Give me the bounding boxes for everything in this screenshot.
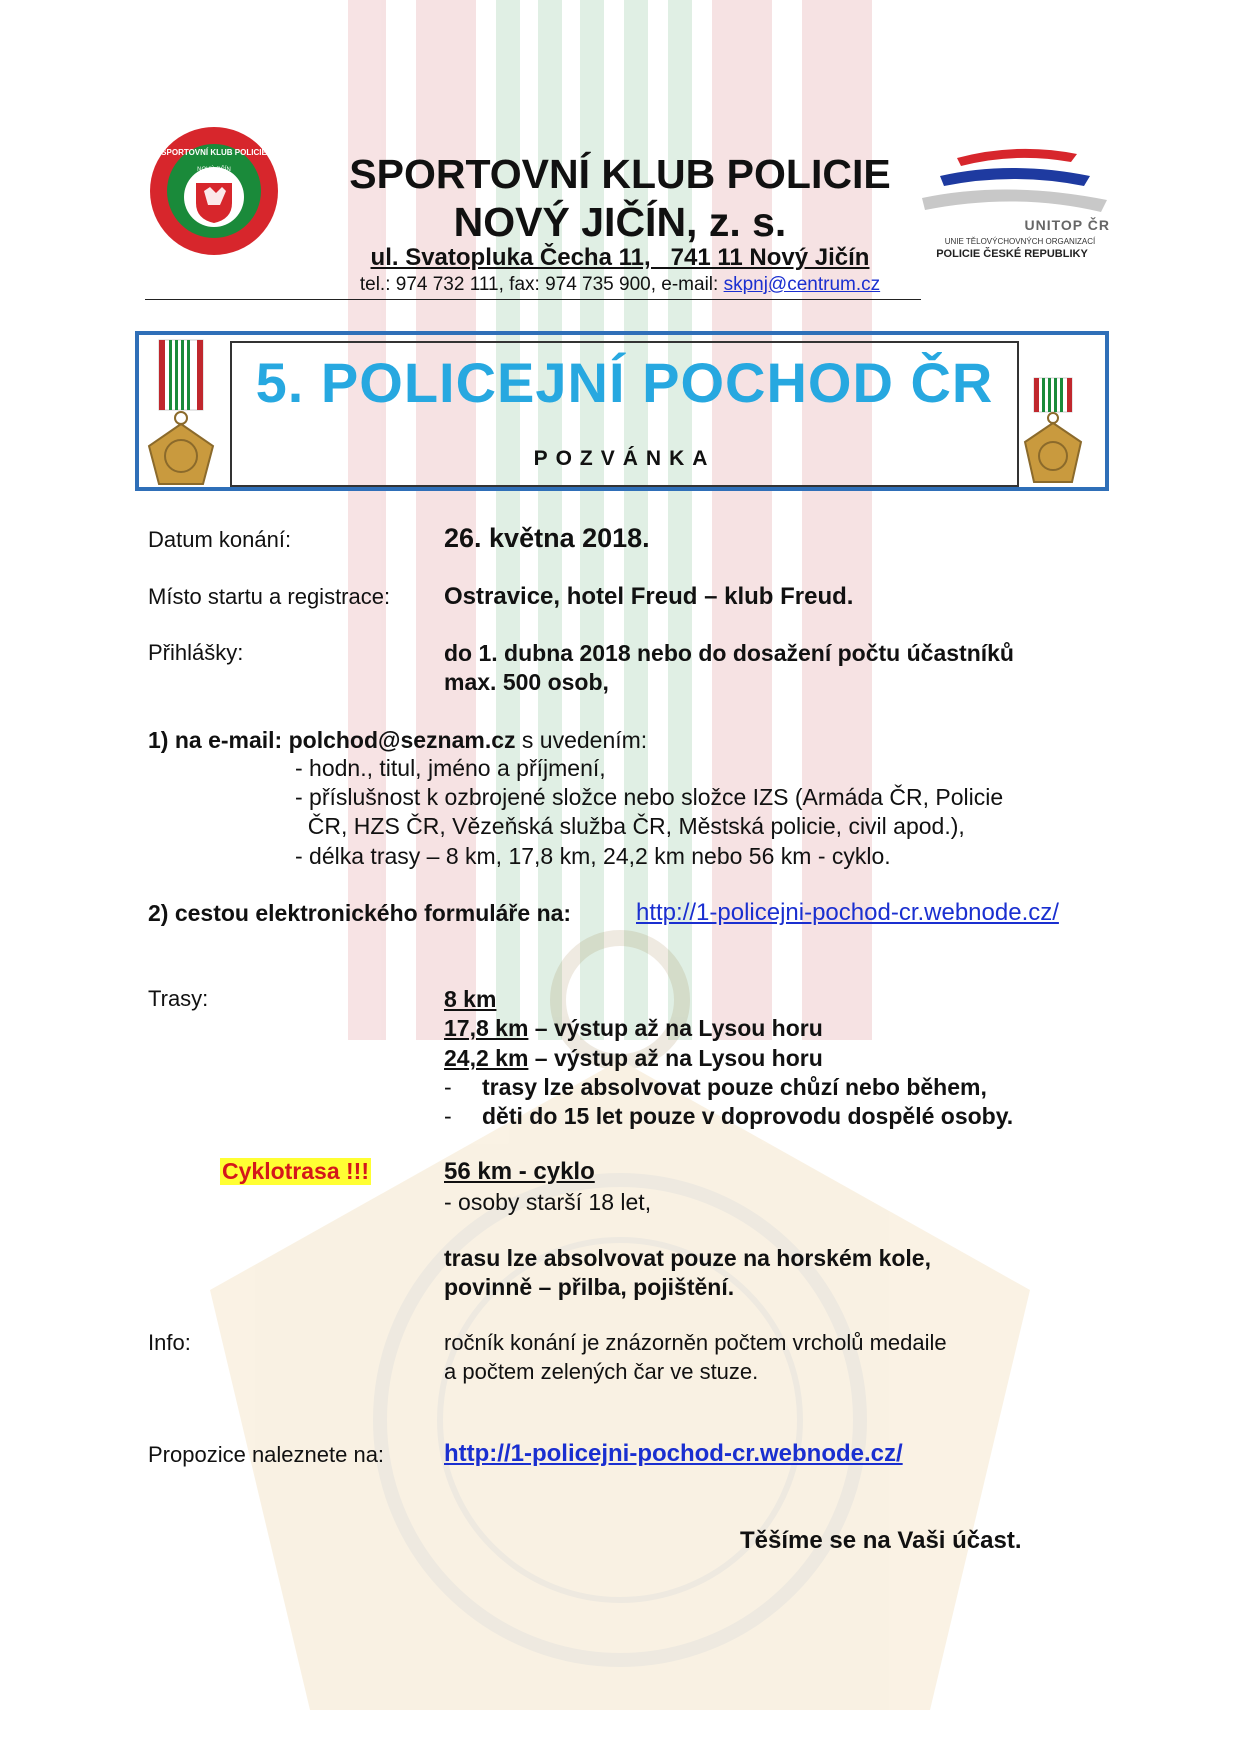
route-24km (444, 1045, 823, 1072)
closing-text: Těšíme se na Vaši účast. (740, 1527, 1022, 1554)
route-note-dash: - (444, 1103, 452, 1129)
club-emblem-ring-text: SPORTOVNÍ KLUB POLICIE (161, 148, 267, 157)
club-title-line1: SPORTOVNÍ KLUB POLICIE (349, 151, 891, 197)
cycle-route-badge: Cyklotrasa !!! (222, 1158, 369, 1184)
route-note: trasy lze absolvovat pouze chůzí nebo během, (482, 1074, 987, 1100)
club-contact (300, 274, 940, 296)
route-8km: 8 km (444, 986, 497, 1012)
club-email-link[interactable]: skpnj@centrum.cz (723, 274, 881, 295)
applications-line1: do 1. dubna 2018 nebo do dosažení počtu účastníků (444, 640, 1014, 666)
info-label: Info: (148, 1330, 191, 1355)
place-label: Místo startu a registrace: (148, 584, 391, 609)
club-emblem-inner-text: NOVÝ JIČÍN (197, 167, 231, 173)
club-contact-text: tel.: 974 732 111, fax: 974 735 900, e-mail: (359, 274, 724, 295)
header-divider (145, 299, 921, 300)
cycle-route-note: trasu lze absolvovat pouze na horském kole, (444, 1245, 931, 1271)
unitop-line2: POLICIE ČESKÉ REPUBLIKY (936, 248, 1088, 260)
event-subtitle: POZVÁNKA (533, 447, 716, 470)
medal-right-icon (1022, 376, 1084, 486)
route-note-dash: - (444, 1074, 452, 1100)
cycle-route-note: povinně – přilba, pojištění. (444, 1274, 735, 1300)
route-17km-desc: – výstup až na Lysou horu (528, 1015, 823, 1041)
applications-label: Přihlášky: (148, 640, 244, 665)
date-label: Datum konání: (148, 527, 292, 552)
routes-label: Trasy: (148, 986, 209, 1011)
applications-line2: max. 500 osob, (444, 669, 609, 695)
route-24km-desc: – výstup až na Lysou horu (528, 1045, 823, 1071)
club-address: ul. Svatopluka Čecha 11, 741 11 Nový Jičín (370, 244, 870, 271)
email-section-heading (148, 727, 647, 754)
unitop-brand: UNITOP ČR (1024, 217, 1110, 233)
club-emblem-icon (148, 125, 280, 257)
email-item: - příslušnost k ozbrojené složce nebo složce IZS (Armáda ČR, Policie (295, 784, 1004, 810)
info-line: a počtem zelených čar ve stuze. (444, 1359, 759, 1384)
form-section-label: 2) cestou elektronického formuláře na: (148, 900, 572, 926)
route-24km-distance: 24,2 km (444, 1045, 529, 1071)
route-17km (444, 1015, 823, 1042)
email-item: - délka trasy – 8 km, 17,8 km, 24,2 km nebo 56 km - cyklo. (295, 843, 891, 869)
route-17km-distance: 17,8 km (444, 1015, 529, 1041)
unitop-flag-icon (912, 140, 1117, 262)
email-section-prefix: 1) na e-mail: polchod@seznam.cz (148, 727, 516, 753)
cycle-route-title: 56 km - cyklo (444, 1158, 595, 1185)
club-title (330, 150, 910, 246)
propozice-url-link[interactable]: http://1-policejni-pochod-cr.webnode.cz/ (444, 1440, 903, 1467)
unitop-line1: UNIE TĚLOVÝCHOVNÝCH ORGANIZACÍ (944, 237, 1096, 246)
medal-left-icon (145, 338, 217, 488)
club-title-line2: NOVÝ JIČÍN, z. s. (453, 199, 787, 245)
cycle-route-age: - osoby starší 18 let, (444, 1189, 652, 1215)
date-value: 26. května 2018. (444, 523, 650, 553)
propozice-label: Propozice naleznete na: (148, 1442, 385, 1467)
email-section-suffix: s uvedením: (515, 727, 648, 753)
event-title: 5. POLICEJNÍ POCHOD ČR (255, 351, 994, 414)
route-note: děti do 15 let pouze v doprovodu dospělé osoby. (482, 1103, 1014, 1129)
form-url-link[interactable]: http://1-policejni-pochod-cr.webnode.cz/ (636, 899, 1059, 926)
place-value: Ostravice, hotel Freud – klub Freud. (444, 583, 854, 610)
email-item: ČR, HZS ČR, Vězeňská služba ČR, Městská policie, civil apod.), (295, 813, 965, 839)
info-line: ročník konání je znázorněn počtem vrcholů medaile (444, 1330, 947, 1355)
email-item: - hodn., titul, jméno a příjmení, (295, 755, 606, 781)
